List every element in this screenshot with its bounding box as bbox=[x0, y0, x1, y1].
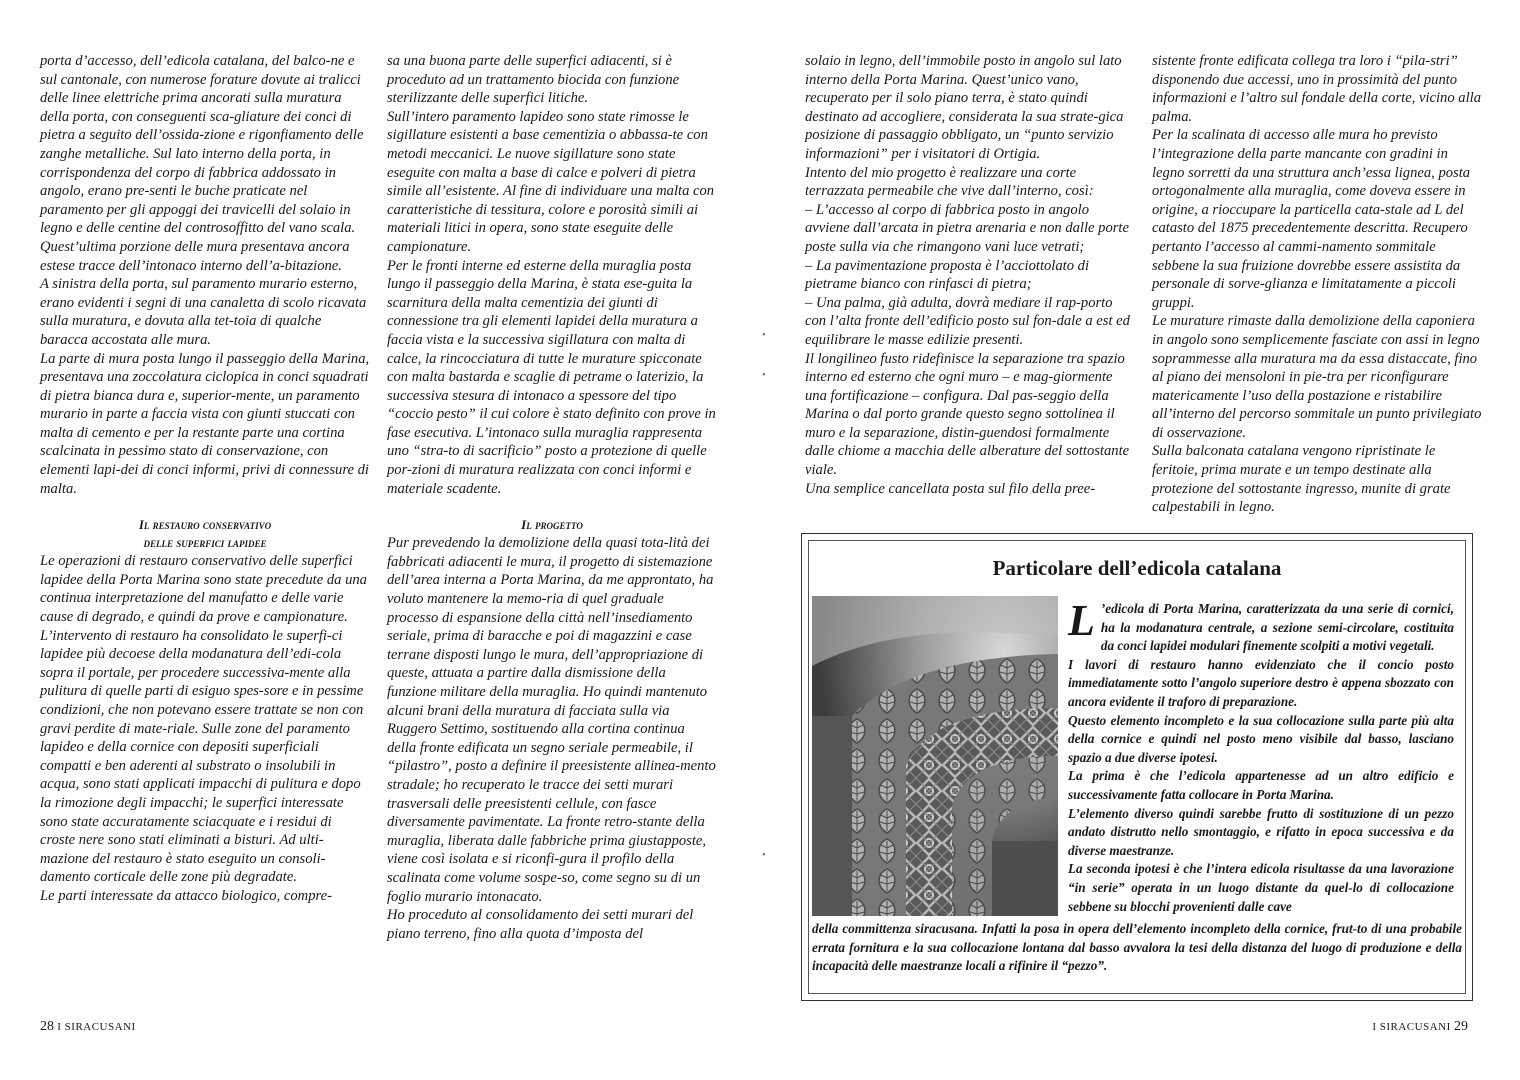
paragraph: Le parti interessate da attacco biologico, compre- bbox=[40, 887, 332, 904]
paragraph: Intento del mio progetto è realizzare una corte terrazzata permeabile che vive dall’interno, così: bbox=[805, 164, 1094, 200]
paragraph: L’elemento diverso quindi sarebbe frutto di sostituzione di un pezzo andato distrutto nello smontaggio, e rifatto in epoca successiva e da diverse maestranze. bbox=[1068, 805, 1454, 858]
paragraph: Ho proceduto al consolidamento dei setti murari del piano terreno, fino alla quota d’imposta del bbox=[387, 907, 694, 942]
paragraph: La seconda ipotesi è che l’intera edicola risultasse da una lavorazione “in serie” operata in un luogo distante da quel-lo di collocazione sebbene su blocchi provenienti dalle cave bbox=[1068, 861, 1454, 914]
gutter-mark: • bbox=[762, 850, 766, 861]
list-item: – L’accesso al corpo di fabbrica posto in angolo avviene dall’arcata in pietra arenaria e non dalle porte poste sulla via che rimangono vani luce vetrati; bbox=[805, 201, 1129, 255]
list-item: – La pavimentazione proposta è l’acciottolato di pietrame bianco con rinfasci di pietra; bbox=[805, 257, 1090, 293]
list-item: – Una palma, già adulta, dovrà mediare il rap-porto con l’alta fronte dell’edificio posto sul fon-dale a est ed equilibrare le masse edilizie presenti. bbox=[805, 294, 1130, 348]
sidebar-lead-paragraph bbox=[1068, 596, 1454, 656]
paragraph: Pur prevedendo la demolizione della quasi tota-lità dei fabbricati adiacenti le mura, il progetto di sistemazione dell’area interna a Porta Marina, da me approntato, ha voluto mantenere la memo-ria di quel graduale processo di espansione della città nell’insediamento seriale, prima di baracche e poi di magazzini e case terrane disposti lungo le mura, dell’appropriazione di queste, attuata a partire dalla dismissione della funzione militare della muraglia. Ho quindi mantenuto alcuni brani della muratura di facciata sulla via Ruggero Settimo, sostituendo alla cortina continua della fronte edificata un segno seriale permeabile, il “pilastro”, posto a definire il preesistente allinea-mento stradale; ho recuperato le tracce dei setti murari trasversali delle preesistenti cellule, con fasce diversamente pavimentate. La fronte retro-stante della muraglia, liberata dalle fabbriche prima giustapposte, viene così isolata e si riconfi-gura il profilo della scalinata come volume sospe-so, come segno su di un foglio murario intonacato. bbox=[387, 535, 716, 905]
section-heading-progetto: Il progetto bbox=[521, 517, 583, 533]
paragraph: Per la scalinata di accesso alle mura ho previsto l’integrazione della parte mancante con gradini in legno sorretti da una struttura anch’essa lignea, posta ortogonalmente alla muraglia, come doveva essere in origine, a rioccupare la particella cata-stale ad L del catasto del 1875 precedentemente descritta. Recupero pertanto l’accesso al cammi-namento sommitale sebbene la sua fruizione dovrebbe essere assistita da personale di sorve-glianza e limitatamente a piccoli gruppi. bbox=[1152, 127, 1471, 311]
paragraph: Sulla balconata catalana vengono ripristinate le feritoie, prima murate e un tempo destinate alla protezione del sottostante ingresso, munite di grate calpestabili in legno. bbox=[1152, 443, 1451, 516]
sidebar-box-text bbox=[1068, 596, 1454, 916]
page-number: 29 bbox=[1454, 1019, 1468, 1034]
sidebar-box bbox=[801, 533, 1473, 1001]
left-column-2 bbox=[387, 52, 717, 943]
paragraph: solaio in legno, dell’immobile posto in angolo sul lato interno della Porta Marina. Quest’unico vano, recuperato per il solo piano terra, è stato quindi destinato ad accogliere, considerata la sua strate-gica posizione di passaggio obbligato, un “punto servizio informazioni” per i visitatori di Ortigia. bbox=[805, 53, 1124, 162]
carved-stone-photo-icon bbox=[812, 596, 1058, 916]
paragraph: La parte di mura posta lungo il passeggio della Marina, presentava una zoccolatura ciclopica in conci squadrati di pietra bianca dura e, superior-mente, un paramento murario in parte a faccia vista con giunti stuccati con malta di cemento e per la restante parte una cortina scalcinata in pessimo stato di conservazione, con elementi lapi-dei di conci informi, privi di connessure di malta. bbox=[40, 350, 370, 497]
paragraph: della committenza siracusana. Infatti la posa in opera dell’elemento incompleto della cornice, frut-to di una probabile errata fornitura e la sua collocazione lontana dal basso avvalora la tesi della distanza del luogo di produzione e della incapacità delle maestranze locali a rifinire il “pezzo”. bbox=[812, 921, 1462, 974]
gutter-mark: • bbox=[762, 330, 766, 341]
right-column-1 bbox=[805, 52, 1135, 498]
paragraph: Per le fronti interne ed esterne della muraglia posta lungo il passeggio della Marina, è stata ese-guita la scarnitura della malta cementizia dei giunti di connessione tra gli elementi lapidei della muratura a faccia vista e la successiva sigillatura con malta di calce, la rincocciatura di tutte le murature spicconate con malta bastarda e scaglie di petrame o laterizio, la successiva stesura di intonaco a spessore del tipo “coccio pesto” il cui colore è stato definito con prove in fase esecutiva. L’intonaco sulla muraglia rappresenta uno “stra-to di sacrificio” posto a protezione di quelle por-zioni di muratura realizzata con conci informi e materiale scadente. bbox=[387, 257, 716, 497]
paragraph: Quest’ultima porzione delle mura presentava ancora estese tracce dell’intonaco interno dell’a-bitazione. bbox=[40, 238, 350, 274]
sidebar-box-title: Particolare dell’edicola catalana bbox=[992, 556, 1282, 580]
section-heading-restauro: Il restauro conservativo bbox=[138, 517, 272, 533]
page-number: 28 bbox=[40, 1019, 54, 1034]
paragraph: Le operazioni di restauro conservativo delle superfici lapidee della Porta Marina sono state precedute da una continua interpretazione del manufatto e delle varie cause di degrado, e quindi da prove e campionature. bbox=[40, 553, 367, 626]
gutter-mark: • bbox=[762, 370, 766, 381]
left-column-1 bbox=[40, 52, 370, 906]
drop-cap: L bbox=[1068, 596, 1095, 645]
paragraph: Le murature rimaste dalla demolizione della caponiera in angolo sono semplicemente fasciate con assi in legno soprammesse alla muratura ma da essa distaccate, fino al piano dei mensoloni in pie-tra per riconfigurare matericamente l’uso della postazione e ristabilire all’interno del percorso sommitale un punto privilegiato di osservazione. bbox=[1152, 313, 1482, 441]
edicola-photo bbox=[812, 596, 1058, 916]
folio-right bbox=[1372, 1018, 1468, 1035]
paragraph: Sull’intero paramento lapideo sono state rimosse le sigillature esistenti a base cementizia o abbassa-te con metodi meccanici. Le nuove sigillature sono state eseguite con malta a base di calce e polveri di pietra simile all’esistente. Al fine di individuare una malta con caratteristiche di tessitura, colore e porosità simili ai materiali litici in opera, sono state eseguite delle campionature. bbox=[387, 108, 715, 255]
right-column-2 bbox=[1152, 52, 1482, 517]
paragraph: I lavori di restauro hanno evidenziato che il concio posto immediatamente sotto l’angolo superiore destro è appena sbozzato con ancora evidente il traforo di preparazione. bbox=[1068, 656, 1454, 709]
paragraph: sistente fronte edificata collega tra loro i “pila-stri” disponendo due accessi, uno in prossimità del punto informazioni e l’altro sul fondale della corte, vicino alla palma. bbox=[1152, 53, 1482, 125]
paragraph: La prima è che l’edicola appartenesse ad un altro edificio e successivamente fatta collocare in Porta Marina. bbox=[1068, 768, 1454, 802]
paragraph: A sinistra della porta, sul paramento murario esterno, erano evidenti i segni di una canaletta di scolo ricavata sulla muratura, e dovuta alla tet-toia di qualche baracca accostata alle mura. bbox=[40, 276, 367, 348]
paragraph: Una semplice cancellata posta sul filo della pree- bbox=[805, 480, 1096, 497]
folio-left bbox=[40, 1018, 136, 1035]
sidebar-box-bottom-text bbox=[812, 920, 1462, 976]
section-heading-restauro-line2: delle superfici lapidee bbox=[143, 535, 267, 551]
paragraph: sa una buona parte delle superfici adiacenti, si è proceduto ad un trattamento biocida con funzione sterilizzante delle superfici litiche. bbox=[387, 53, 680, 107]
paragraph: L’intervento di restauro ha consolidato le superfi-ci lapidee più decoese della modanatura dell’edi-cola sopra il portale, per procedere successiva-mente alla pulitura di quelle parti di esiguo spes-sore e in pessime condizioni, che non potevano essere trattate se non con gravi perdite di mate-riale. Sulle zone del paramento lapideo e della cornice con depositi superficiali compatti e ben aderenti al substrato o insolubili in acqua, sono stati applicati impacchi di pulitura e dopo la rimozione degli impacchi; le superfici interessate sono state accuratamente sciacquate e i residui di croste nere sono stati eliminati a bisturi. Ad ulti-mazione del restauro è stato eseguito un consoli-damento corticale delle zone più degradate. bbox=[40, 627, 364, 886]
paragraph: Il longilineo fusto ridefinisce la separazione tra spazio interno ed esterno che ogni muro – e mag-giormente una fortificazione – configura. Dal pas-seggio della Marina o dal porto grande questo segno sottolinea il muro e la separazione, distin-guendosi formalmente dalle chiome a macchia delle alberature del sottostante viale. bbox=[805, 350, 1130, 479]
paragraph: Questo elemento incompleto e la sua collocazione sulla parte più alta della cornice e quindi nel posto meno visibile dal basso, lasciano spazio a due diverse ipotesi. bbox=[1068, 712, 1454, 765]
paragraph: porta d’accesso, dell’edicola catalana, del balco-ne e sul cantonale, con numerose forature dovute ai tralicci delle linee elettriche prima ancorati sulla muratura della porta, con conseguenti sca-gliature dei conci di pietra a seguito dell’ossida-zione e rigonfiamento delle zanghe metalliche. Sul lato interno della porta, in corrispondenza del corpo di fabbrica addossato in angolo, erano pre-senti le buche praticate nel paramento per gli appoggi dei travicelli del solaio in legno e delle centine del controsoffitto del vano scala. bbox=[40, 53, 364, 237]
magazine-title: I SIRACUSANI bbox=[57, 1021, 136, 1033]
magazine-title: I SIRACUSANI bbox=[1372, 1021, 1451, 1033]
sidebar-lead-text: ’edicola di Porta Marina, caratterizzata da una serie di cornici, ha la modanatura centrale, a sezione semi-circolare, costituita da conci lapidei modulari finemente scolpiti a motivi vegetali. bbox=[1100, 601, 1454, 654]
